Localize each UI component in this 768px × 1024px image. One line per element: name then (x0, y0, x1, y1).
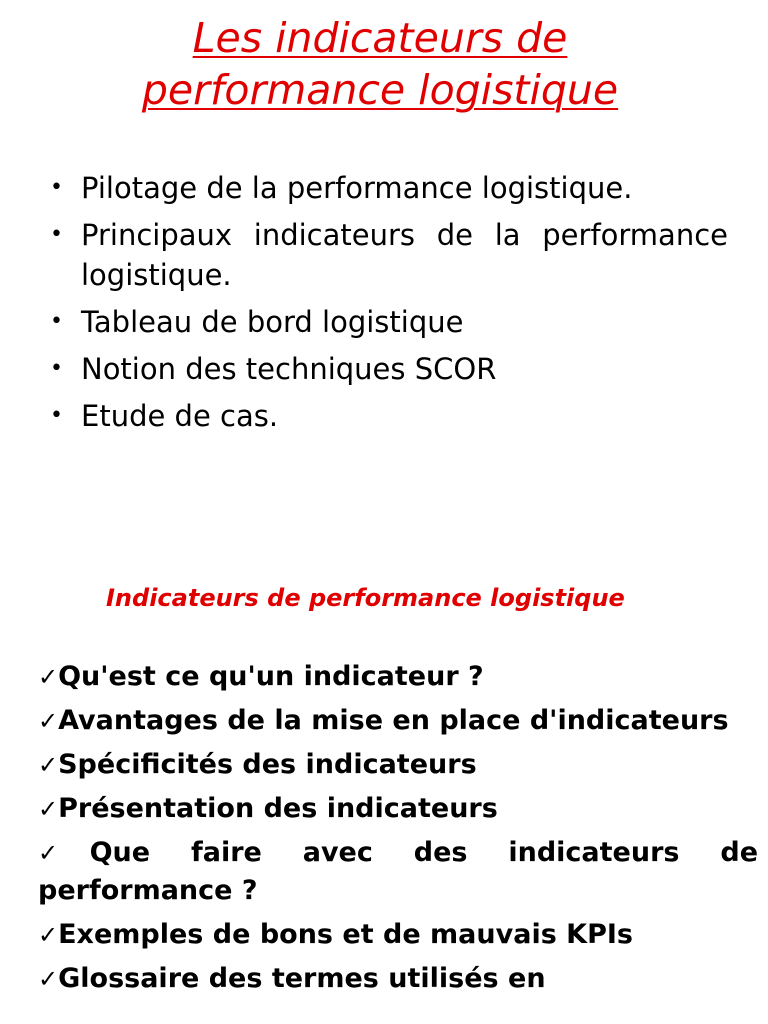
bullet-item-text: Pilotage de la performance logistique. (81, 171, 633, 205)
checklist-item-text: Qu'est ce qu'un indicateur ? (58, 661, 484, 692)
page-title-line-2: performance logistique (141, 66, 619, 114)
bullet-icon: • (50, 403, 63, 428)
checklist-item (38, 658, 758, 696)
checklist-item (38, 916, 758, 954)
checklist-item (38, 790, 758, 828)
bullet-icon: • (50, 309, 63, 334)
checklist-item (38, 746, 758, 784)
checkmark-icon: ✓ (38, 707, 59, 735)
bullet-item-text: Tableau de bord logistique (81, 305, 464, 339)
checklist-item-text: Exemples de bons et de mauvais KPIs (58, 919, 633, 950)
checkmark-icon: ✓ (38, 839, 90, 867)
section-heading: Indicateurs de performance logistique (106, 584, 625, 612)
checkmark-icon: ✓ (38, 751, 59, 779)
bullet-item-text: Etude de cas. (81, 399, 279, 433)
checklist-item-text: Que faire avec des indicateurs de performance ? (38, 837, 759, 906)
bullet-item (40, 302, 728, 342)
checkmark-icon: ✓ (38, 965, 59, 993)
page-title (0, 12, 760, 116)
checkmark-icon: ✓ (38, 795, 59, 823)
bullet-icon: • (50, 222, 63, 247)
checklist-item (38, 834, 758, 910)
bullet-item (40, 168, 728, 208)
checklist-item-text: Glossaire des termes utilisés en (58, 963, 546, 994)
checklist-item-text: Spécificités des indicateurs (58, 749, 477, 780)
bullet-icon: • (50, 175, 63, 200)
topic-bullet-list (40, 168, 728, 443)
checklist-item-text: Présentation des indicateurs (58, 793, 498, 824)
bullet-item (40, 396, 728, 436)
bullet-item (40, 215, 728, 295)
checklist-item-text: Avantages de la mise en place d'indicateurs (58, 705, 729, 736)
checklist (38, 658, 758, 1004)
checkmark-icon: ✓ (38, 921, 59, 949)
checklist-item (38, 702, 758, 740)
page-title-line-1: Les indicateurs de (192, 14, 568, 62)
checklist-item (38, 960, 758, 998)
checkmark-icon: ✓ (38, 663, 59, 691)
bullet-item-text: Notion des techniques SCOR (81, 352, 497, 386)
bullet-item (40, 349, 728, 389)
bullet-icon: • (50, 356, 63, 381)
bullet-item-text: Principaux indicateurs de la performance logistique. (81, 218, 728, 292)
